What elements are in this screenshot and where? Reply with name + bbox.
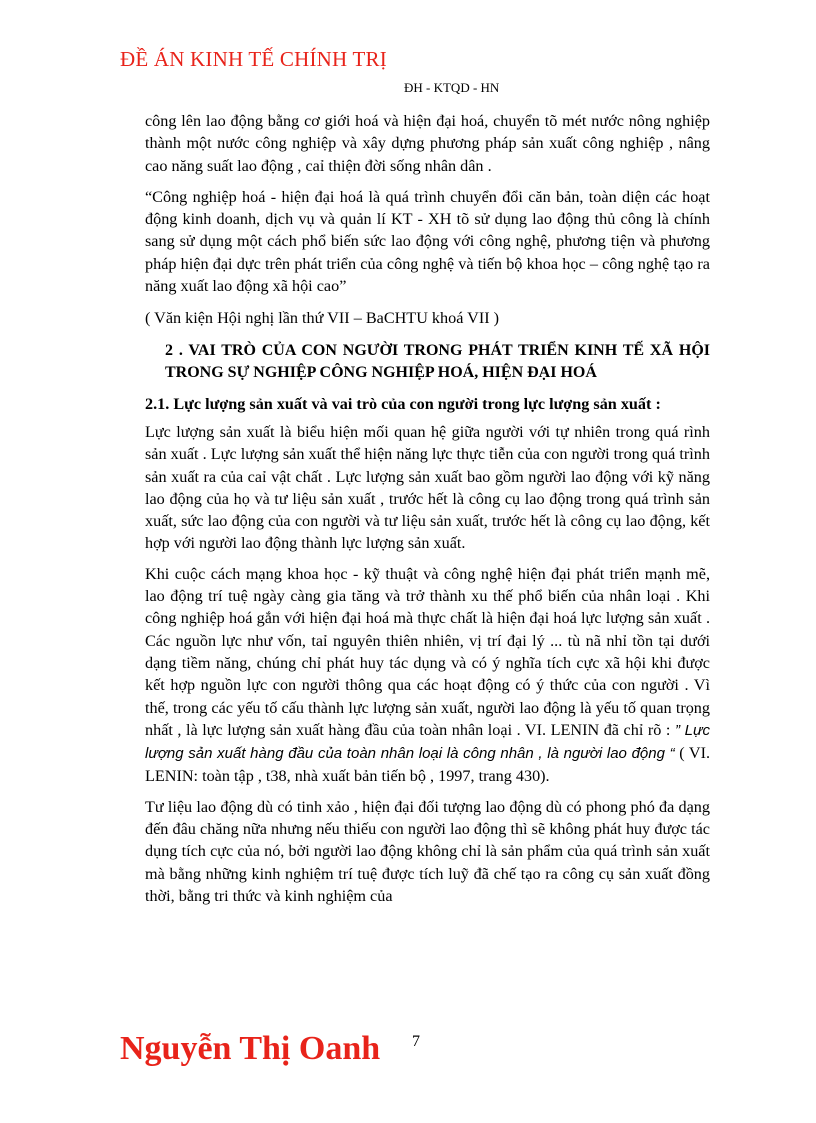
paragraph-productive-forces: Lực lượng sản xuất là biểu hiện mối quan hệ giữa người với tự nhiên trong quá rình sản xuất . Lực lượng sản xuất thể hiện năng lực thực tiễn của con người trong quá trình sản xuất ra của caỉ vật chất . Lực lượng sản xuất bao gồm người lao động với kỹ năng lao động của họ và tư liệu sản xuất , trước hết là công cụ lao động trong quá trình sản xuất, sức lao động của con người và tư liệu sản xuất, trước hết là công cụ lao động, kết hợp với người lao động thành lực lượng sản xuất. xyxy=(145,422,710,553)
paragraph-definition-quote: “Công nghiệp hoá - hiện đại hoá là quá trình chuyển đổi căn bản, toàn diện các hoạt động kinh doanh, dịch vụ và quản lí KT - XH tõ sử dụng lao động thủ công là chính sang sử dụng một cách phổ biến sức lao động với công nghệ, phương tiện và phương pháp hiện đại dực trên phát triển của công nghệ và tiến bộ khoa học – công nghệ tạo ra năng xuất lao động xã hội cao” xyxy=(145,187,710,296)
document-header-subtitle: ĐH - KTQD - HN xyxy=(404,80,500,95)
section-heading-2-1: 2.1. Lực lượng sản xuất và vai trò của con người trong lực lượng sản xuất : xyxy=(145,394,661,413)
lenin-quote: ” Lực lượng sản xuất hàng đầu của toàn nhân loại là công nhân , là người lao động “ xyxy=(145,721,711,763)
document-header-title: ĐỀ ÁN KINH TẾ CHÍNH TRỊ xyxy=(120,47,387,71)
paragraph-revolution-main: Khi cuộc cách mạng khoa học - kỹ thuật và công nghệ hiện đại phát triển mạnh mẽ, lao động trí tuệ ngày càng gia tăng và trở thành xu thế phổ biến của nhân loại . Khi công nghiệp hoá gắn với hiện đại hoá mà thực chất là hiện đại hoá lực lượng sản xuất . Các nguồn lực như vốn, taỉ nguyên thiên nhiên, vị trí đại lý ... tù nã nhỉ tồn tại dưới dạng tiềm năng, chúng chỉ phát huy tác dụng và có ý nghĩa tích cực xã hội khi được kết hợp nguồn lực con người thông qua các hoạt động có ý thức của con người . Vì thế, trong các yếu tố cấu thành lực lượng sản xuất, người lao động là yếu tố quan trọng nhất , là lực lượng sản xuất hàng đầu của toàn nhân loại . VI. LENIN đã chỉ rõ : xyxy=(145,564,710,739)
paragraph-continuation: công lên lao động bằng cơ giới hoá và hiện đại hoá, chuyển tõ mét nước nông nghiệp thành một nước công nghiệp và xây dựng phương pháp sản xuất công nghiệp , nâng cao năng suất lao động , caỉ thiện đời sống nhân dân . xyxy=(145,112,710,175)
citation: ( Văn kiện Hội nghị lần thứ VII – BaCHTU khoá VII ) xyxy=(145,309,500,328)
paragraph-means-of-labor: Tư liệu lao động dù có tinh xảo , hiện đại đối tượng lao động dù có phong phó đa dạng đến đâu chăng nữa nhưng nếu thiếu con người lao động thì sẽ không phát huy được tác dụng tích cực của nó, bởi người lao động không chỉ là sản phẩm của quá trình sản xuất mà bằng những kinh nghiệm trí tuệ được tích luỹ đã chế tạo ra công cụ sản xuất đồng thời, bằng tri thức và kinh nghiệm của xyxy=(145,797,710,905)
paragraph-revolution xyxy=(145,563,710,788)
page-body xyxy=(145,110,710,907)
page-number: 7 xyxy=(412,1033,420,1050)
section-heading-2: 2 . VAI TRÒ CỦA CON NGƯỜI TRONG PHÁT TRIỂN KINH TẾ XÃ HỘI TRONG SỰ NGHIỆP CÔNG NGHIỆP HOÁ, HIỆN ĐẠI HOÁ xyxy=(165,341,710,382)
lenin-citation: ( VI. LENIN: toàn tập , t38, nhà xuất bản tiến bộ , 1997, trang 430). xyxy=(145,744,711,786)
footer-author-name: Nguyễn Thị Oanh xyxy=(120,1030,381,1067)
